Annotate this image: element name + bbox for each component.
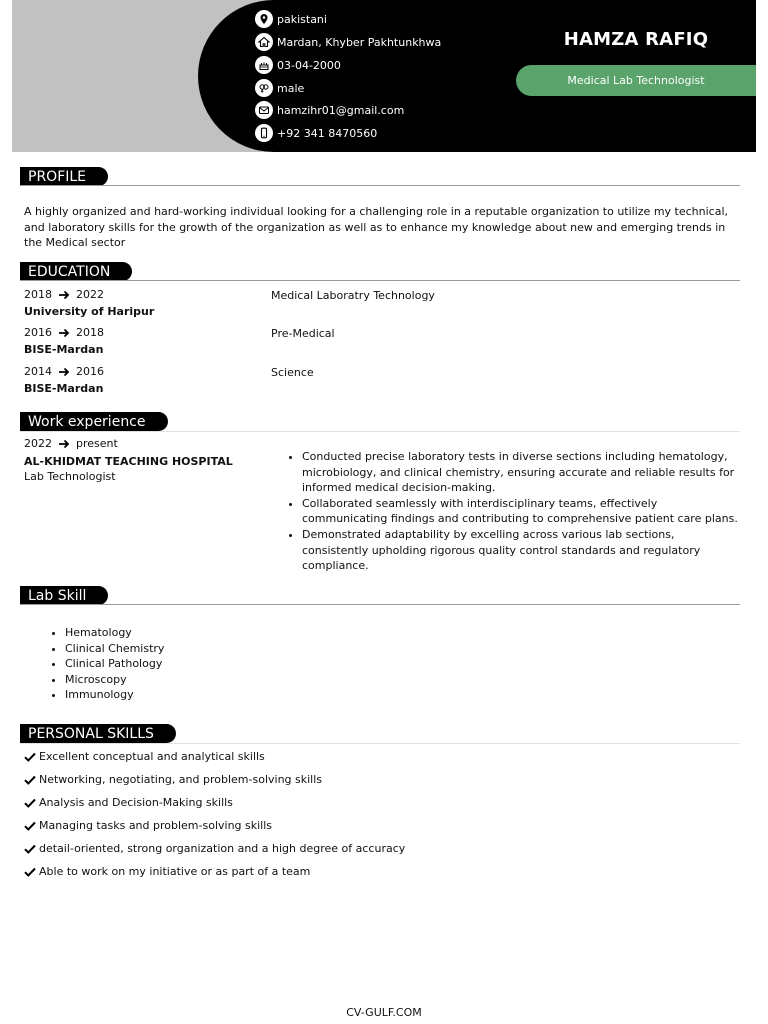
start-year: 2022: [24, 437, 52, 450]
end-year: 2016: [76, 365, 104, 378]
skill-text: Excellent conceptual and analytical skills: [39, 750, 265, 763]
contact-nationality: [255, 10, 327, 28]
work-employer: AL-KHIDMAT TEACHING HOSPITAL: [24, 455, 233, 468]
list-item: • Conducted precise laboratory tests in diverse sections including hematology, microbiology, and clinical chemistry, ensuring accurate and reliable results for informed medical decision-making.: [302, 449, 742, 496]
education-field: Pre-Medical: [271, 327, 335, 340]
checkmark-icon: [24, 821, 36, 831]
contact-address: [255, 33, 441, 51]
arrow-right-icon: [58, 367, 70, 377]
start-year: 2016: [24, 326, 52, 339]
start-year: 2018: [24, 288, 52, 301]
end-year: 2018: [76, 326, 104, 339]
candidate-name: HAMZA RAFIQ: [563, 29, 709, 50]
list-item: [24, 773, 322, 786]
section-title-work-experience: Work experience: [20, 412, 168, 431]
checkmark-icon: [24, 752, 36, 762]
section-divider: [20, 431, 740, 432]
location-pin-icon: [255, 10, 273, 28]
home-icon: [255, 33, 273, 51]
contact-text: 03-04-2000: [277, 58, 341, 72]
education-institution: BISE-Mardan: [24, 382, 104, 395]
education-institution: BISE-Mardan: [24, 343, 104, 356]
work-dates: [24, 437, 118, 450]
footer-watermark[interactable]: CV-GULF.COM: [346, 1006, 422, 1019]
education-dates: [24, 326, 104, 339]
arrow-right-icon: [58, 439, 70, 449]
skill-text: Managing tasks and problem-solving skills: [39, 819, 273, 832]
arrow-right-icon: [58, 328, 70, 338]
education-dates: [24, 288, 104, 301]
list-item: [24, 842, 405, 855]
list-item: • Immunology: [65, 687, 365, 703]
education-institution: University of Haripur: [24, 305, 155, 318]
email-icon: [255, 101, 273, 119]
list-item: [24, 819, 272, 832]
list-item: [24, 865, 310, 878]
list-item: • Clinical Pathology: [65, 656, 365, 672]
contact-birthdate: [255, 56, 341, 74]
skill-text: Analysis and Decision-Making skills: [39, 796, 233, 809]
education-dates: [24, 365, 104, 378]
section-title-personal-skills: PERSONAL SKILLS: [20, 724, 176, 743]
list-item: • Collaborated seamlessly with interdisciplinary teams, effectively communicating findings and contributing to comprehensive patient care plans.: [302, 496, 742, 527]
work-responsibilities-list: [285, 449, 742, 574]
list-item: [24, 796, 233, 809]
phone-icon: [255, 124, 273, 142]
end-year: 2022: [76, 288, 104, 301]
list-item: • Microscopy: [65, 672, 365, 688]
checkmark-icon: [24, 844, 36, 854]
checkmark-icon: [24, 867, 36, 877]
contact-email: [255, 101, 404, 119]
job-title-badge: Medical Lab Technologist: [516, 65, 756, 96]
section-title-lab-skill: Lab Skill: [20, 586, 108, 605]
section-divider: [20, 604, 740, 605]
list-item: • Clinical Chemistry: [65, 641, 365, 657]
list-item: [24, 750, 265, 763]
education-field: Medical Laboratry Technology: [271, 289, 435, 302]
contact-phone: [255, 124, 377, 142]
contact-gender: [255, 79, 304, 97]
section-divider: [20, 185, 740, 186]
contact-text: male: [277, 81, 305, 95]
contact-text: pakistani: [277, 12, 327, 26]
skill-text: detail-oriented, strong organization and a high degree of accuracy: [39, 842, 406, 855]
list-item: • Demonstrated adaptability by excelling across various lab sections, consistently upholding rigorous quality control standards and regulatory compliance.: [302, 527, 742, 574]
skill-text: Networking, negotiating, and problem-solving skills: [39, 773, 323, 786]
end-year: present: [76, 437, 118, 450]
section-divider: [20, 743, 740, 744]
birthday-cake-icon: [255, 56, 273, 74]
lab-skill-list: [48, 625, 365, 703]
gender-icon: [255, 79, 273, 97]
skill-text: Able to work on my initiative or as part of a team: [39, 865, 311, 878]
profile-summary: A highly organized and hard-working individual looking for a challenging role in a reputable organization to utilize my technical, and laboratory skills for the growth of the organization as well as to enhance my knowledge about new and emerging trends in the Medical sector: [24, 205, 729, 249]
list-item: • Hematology: [65, 625, 365, 641]
education-field: Science: [271, 366, 314, 379]
section-divider: [20, 280, 740, 281]
contact-text: +92 341 8470560: [277, 126, 378, 140]
start-year: 2014: [24, 365, 52, 378]
arrow-right-icon: [58, 290, 70, 300]
checkmark-icon: [24, 775, 36, 785]
work-position: Lab Technologist: [24, 470, 116, 483]
section-title-profile: PROFILE: [20, 167, 108, 186]
contact-text: Mardan, Khyber Pakhtunkhwa: [277, 35, 442, 49]
section-title-education: EDUCATION: [20, 262, 132, 281]
contact-text[interactable]: hamzihr01@gmail.com: [277, 103, 405, 117]
checkmark-icon: [24, 798, 36, 808]
